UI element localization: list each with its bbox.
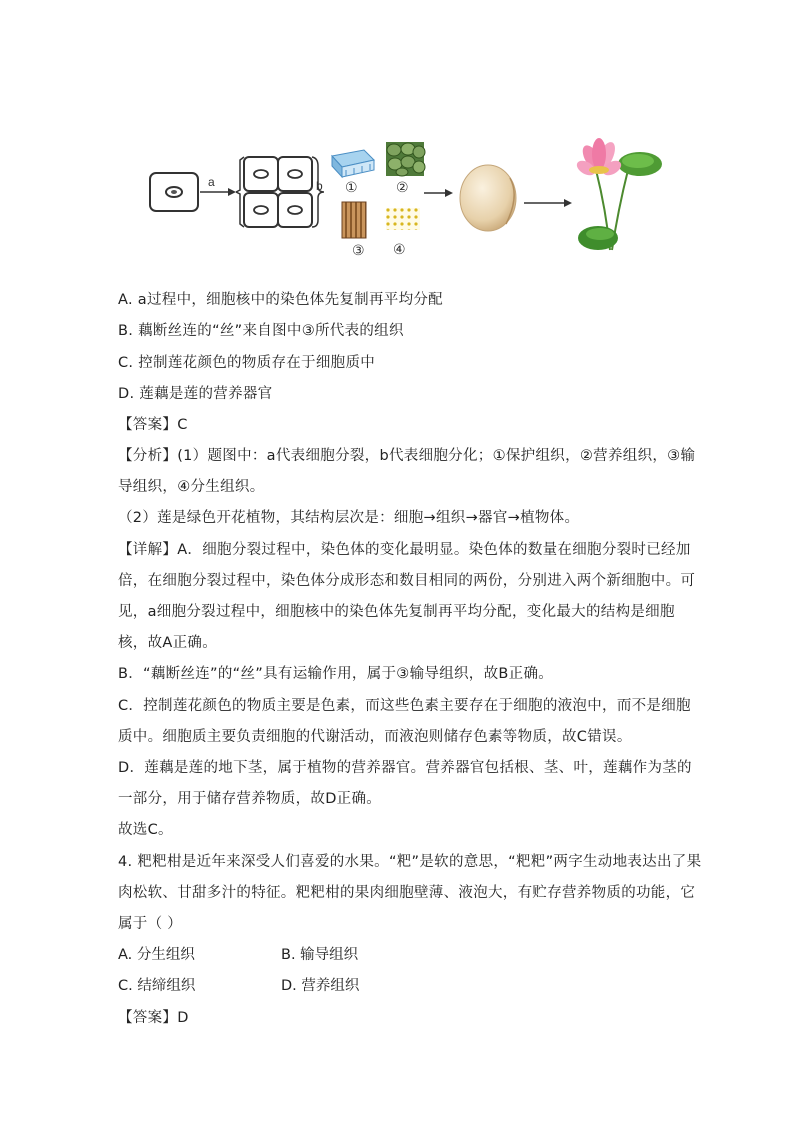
detail-line-8: D．莲藕是莲的地下茎，属于植物的营养器官。营养器官包括根、茎、叶，莲藕作为茎的 bbox=[118, 760, 692, 776]
label-1: ① bbox=[345, 180, 358, 196]
label-4: ④ bbox=[393, 242, 406, 258]
q4-option-a: A. 分生组织 bbox=[118, 947, 195, 963]
nutritive-tissue-image bbox=[386, 142, 425, 176]
lotus-seed-image bbox=[460, 165, 516, 231]
analysis-line-2: 导组织，④分生组织。 bbox=[118, 479, 265, 495]
detail-line-7: 质中。细胞质主要负责细胞的代谢活动，而液泡则储存色素等物质，故C错误。 bbox=[118, 729, 632, 745]
detail-line-3: 见，a细胞分裂过程中，细胞核中的染色体先复制再平均分配，变化最大的结构是细胞 bbox=[118, 604, 675, 620]
analysis-line-1: 【分析】(1）题图中：a代表细胞分裂，b代表细胞分化；①保护组织，②营养组织，③输 bbox=[118, 448, 696, 464]
analysis-line-3: （2）莲是绿色开花植物，其结构层次是：细胞→组织→器官→植物体。 bbox=[118, 510, 580, 526]
meristematic-tissue-image bbox=[386, 208, 420, 230]
conducting-tissue-image bbox=[342, 202, 366, 238]
label-2: ② bbox=[396, 180, 409, 196]
label-b: b bbox=[316, 179, 323, 193]
q3-option-b: B. 藕断丝连的“丝”来自图中③所代表的组织 bbox=[118, 323, 404, 339]
q4-stem-line-2: 肉松软、甘甜多汁的特征。粑粑柑的果肉细胞壁薄、液泡大，有贮存营养物质的功能，它 bbox=[118, 885, 696, 901]
detail-line-5: B．“藕断丝连”的“丝”具有运输作用，属于③输导组织，故B正确。 bbox=[118, 666, 554, 682]
q3-answer: 【答案】C bbox=[118, 417, 188, 433]
label-a: a bbox=[208, 175, 215, 189]
four-cells bbox=[236, 157, 324, 227]
label-3: ③ bbox=[352, 243, 365, 259]
detail-line-9: 一部分，用于储存营养物质，故D正确。 bbox=[118, 791, 382, 807]
detail-line-6: C．控制莲花颜色的物质主要是色素，而这些色素主要存在于细胞的液泡中，而不是细胞 bbox=[118, 698, 691, 714]
detail-line-4: 核，故A正确。 bbox=[118, 635, 218, 651]
q4-option-b: B. 输导组织 bbox=[281, 947, 359, 963]
detail-line-2: 倍，在细胞分裂过程中，染色体分成形态和数目相同的两份，分别进入两个新细胞中。可 bbox=[118, 573, 696, 589]
detail-line-10: 故选C。 bbox=[118, 822, 173, 838]
q4-option-d: D. 营养组织 bbox=[281, 978, 360, 994]
detail-line-1: 【详解】A．细胞分裂过程中，染色体的变化最明显。染色体的数量在细胞分裂时已经加 bbox=[118, 542, 691, 558]
q4-stem-line-3: 属于（ ） bbox=[118, 916, 183, 932]
lotus-development-figure bbox=[140, 130, 670, 260]
protective-tissue-image bbox=[332, 150, 374, 177]
q4-option-c: C. 结缔组织 bbox=[118, 978, 196, 994]
q4-stem-line-1: 4. 粑粑柑是近年来深受人们喜爱的水果。“粑”是软的意思，“粑粑”两字生动地表达出了果 bbox=[118, 854, 702, 870]
q3-option-a: A. a过程中，细胞核中的染色体先复制再平均分配 bbox=[118, 292, 443, 308]
q3-option-c: C. 控制莲花颜色的物质存在于细胞质中 bbox=[118, 355, 376, 371]
q3-option-d: D. 莲藕是莲的营养器官 bbox=[118, 386, 273, 402]
lotus-flower bbox=[574, 138, 623, 178]
q4-answer: 【答案】D bbox=[118, 1010, 189, 1026]
single-cell bbox=[150, 173, 198, 211]
lotus-plant-image bbox=[574, 138, 662, 250]
